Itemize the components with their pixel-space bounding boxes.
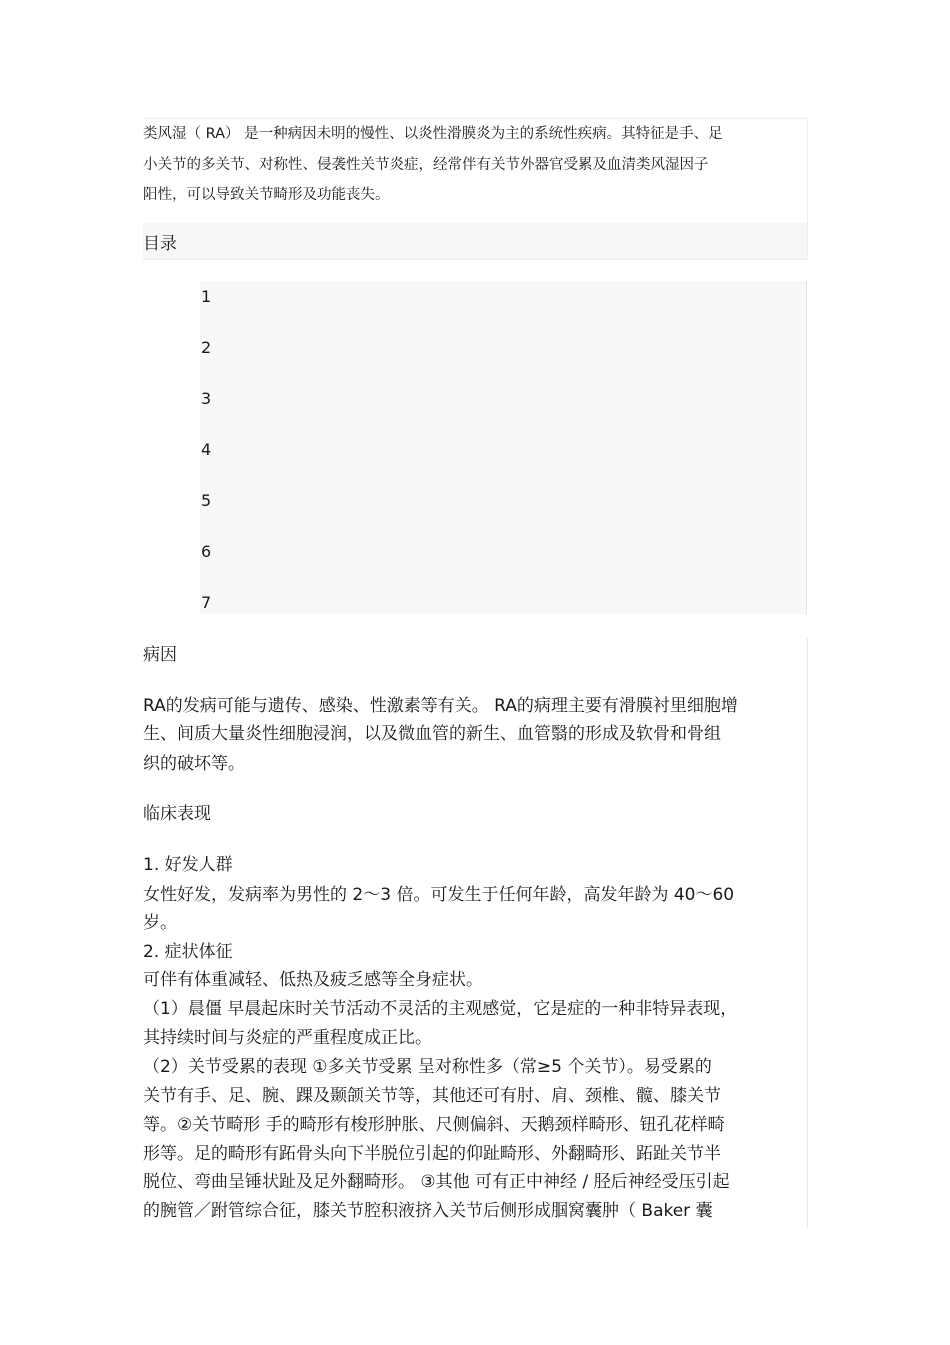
etiology-line-3: 织的破坏等。 xyxy=(143,754,245,774)
clinical-line-11: 形等。足的畸形有跖骨头向下半脱位引起的仰趾畸形、外翻畸形、跖趾关节半 xyxy=(143,1144,721,1164)
toc-item-5[interactable]: 5 xyxy=(201,491,212,510)
intro-line-1: 类风湿（ RA） 是一种病因未明的慢性、以炎性滑膜炎为主的系统性疾病。其特征是手、足 xyxy=(143,126,723,142)
toc-item-1[interactable]: 1 xyxy=(201,287,212,306)
toc-item-2[interactable]: 2 xyxy=(201,338,212,357)
etiology-line-2: 生、间质大量炎性细胞浸润，以及微血管的新生、血管翳的形成及软骨和骨组 xyxy=(143,724,721,744)
toc-item-7[interactable]: 7 xyxy=(201,593,212,612)
toc-item-6[interactable]: 6 xyxy=(201,542,212,561)
clinical-line-6: （1）晨僵 早晨起床时关节活动不灵活的主观感觉，它是症的一种非特异表现， xyxy=(143,999,738,1019)
toc-item-4[interactable]: 4 xyxy=(201,440,212,459)
toc-item-3[interactable]: 3 xyxy=(201,389,212,408)
clinical-line-10: 等。②关节畸形 手的畸形有梭形肿胀、尺侧偏斜、天鹅颈样畸形、钮孔花样畸 xyxy=(143,1115,725,1135)
etiology-heading: 病因 xyxy=(143,645,177,665)
intro-line-3: 阳性，可以导致关节畸形及功能丧失。 xyxy=(143,187,390,203)
intro-line-2: 小关节的多关节、对称性、侵袭性关节炎症，经常伴有关节外器官受累及血清类风湿因子 xyxy=(143,157,709,173)
clinical-heading: 临床表现 xyxy=(143,804,211,824)
clinical-line-3: 岁。 xyxy=(143,913,177,933)
clinical-line-7: 其持续时间与炎症的严重程度成正比。 xyxy=(143,1028,432,1048)
clinical-line-4: 2. 症状体征 xyxy=(143,942,233,962)
clinical-line-12: 脱位、弯曲呈锤状趾及足外翻畸形。 ③其他 可有正中神经 / 胫后神经受压引起 xyxy=(143,1172,730,1192)
toc-heading: 目录 xyxy=(143,234,177,254)
clinical-line-9: 关节有手、足、腕、踝及颞颌关节等，其他还可有肘、肩、颈椎、髋、膝关节 xyxy=(143,1086,721,1106)
clinical-line-13: 的腕管／跗管综合征，膝关节腔积液挤入关节后侧形成腘窝囊肿（ Baker 囊 xyxy=(143,1201,713,1221)
clinical-line-1: 1. 好发人群 xyxy=(143,855,233,875)
clinical-line-8: （2）关节受累的表现 ①多关节受累 呈对称性多（常≥5 个关节）。易受累的 xyxy=(143,1057,712,1077)
clinical-line-2: 女性好发，发病率为男性的 2～3 倍。可发生于任何年龄，高发年龄为 40～60 xyxy=(143,885,735,905)
toc-list xyxy=(200,281,807,614)
clinical-line-5: 可伴有体重减轻、低热及疲乏感等全身症状。 xyxy=(143,970,483,990)
etiology-line-1: RA的发病可能与遗传、感染、性激素等有关。 RA的病理主要有滑膜衬里细胞增 xyxy=(143,696,738,716)
